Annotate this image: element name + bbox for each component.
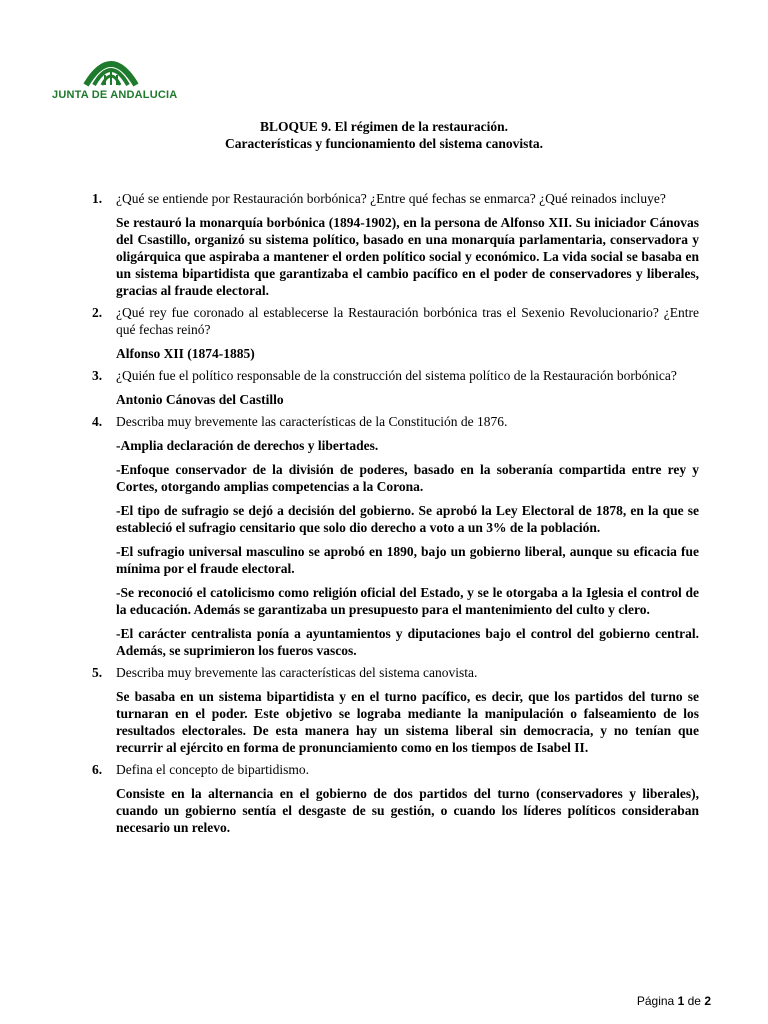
answer-text: Consiste en la alternancia en el gobierno de dos partidos del turno (conservadores y liberales), cuando un gobierno sentía el desgaste de su gestión, o cuando los líderes políticos consideraban necesario un relevo. <box>116 786 699 835</box>
question-text: ¿Qué rey fue coronado al establecerse la Restauración borbónica tras el Sexenio Revolucionario? ¿Entre qué fechas reinó? <box>116 305 699 337</box>
question-text: Describa muy brevemente las características de la Constitución de 1876. <box>116 414 508 429</box>
page-current: 1 <box>677 994 685 1008</box>
question-item <box>88 761 699 836</box>
question-number: 4. <box>92 414 103 429</box>
junta-arch-icon <box>52 45 170 89</box>
question-item <box>88 304 699 362</box>
question-number: 2. <box>92 305 103 320</box>
answer-text: Alfonso XII (1874-1885) <box>116 346 255 361</box>
answer-text: -El carácter centralista ponía a ayuntamientos y diputaciones bajo el control del gobierno central. Además, se suprimieron los fueros vascos. <box>116 626 699 658</box>
page-label: Página <box>636 994 675 1008</box>
question-text: Defina el concepto de bipartidismo. <box>116 762 310 777</box>
question-item <box>88 367 699 408</box>
question-item <box>88 413 699 659</box>
question-number: 6. <box>92 762 103 777</box>
question-text: ¿Qué se entiende por Restauración borbónica? ¿Entre qué fechas se enmarca? ¿Qué reinados incluye? <box>116 191 666 206</box>
question-number: 1. <box>92 191 103 206</box>
title-line-2: Características y funcionamiento del sistema canovista. <box>225 136 543 151</box>
answer-text: -Se reconoció el catolicismo como religión oficial del Estado, y se le otorgaba a la Iglesia el control de la educación. Además se garantizaba un presupuesto para el mantenimiento del culto y clero. <box>116 585 699 617</box>
document-title <box>0 118 768 152</box>
question-item <box>88 664 699 756</box>
logo-text: JUNTA DE ANDALUCIA <box>52 89 178 101</box>
answer-text: Se restauró la monarquía borbónica (1894-1902), en la persona de Alfonso XII. Su iniciador Cánovas del Csastillo, organizó su sistema político, basado en una monarquía parlamentaria, conservadora y oligárquica que aspiraba a mantener el orden político social y económico. La vida social se basaba en un sistema bipartidista que garantizaba el cambio pacífico en el poder de conservadores y liberales, gracias al fraude electoral. <box>116 215 699 298</box>
question-text: ¿Quién fue el político responsable de la construcción del sistema político de la Restauración borbónica? <box>116 368 677 383</box>
question-number: 3. <box>92 368 103 383</box>
question-number: 5. <box>92 665 103 680</box>
answer-text: -Enfoque conservador de la división de poderes, basado en la soberanía compartida entre rey y Cortes, otorgando amplias competencias a la Corona. <box>116 462 699 494</box>
question-text: Describa muy brevemente las características del sistema canovista. <box>116 665 478 680</box>
answer-text: Se basaba en un sistema bipartidista y en el turno pacífico, es decir, que los partidos del turno se turnaran en el poder. Este objetivo se lograba mediante la manipulación o falseamiento de los resultados electorales. De esta manera hay un sistema liberal sin democracia, y no tenían que recurrir al ejército en forma de pronunciamiento como en los tiempos de Isabel II. <box>116 689 699 755</box>
junta-logo <box>52 45 178 107</box>
answer-text: Antonio Cánovas del Castillo <box>116 392 284 407</box>
question-item <box>88 190 699 299</box>
page-total: 2 <box>704 994 711 1008</box>
page-footer <box>637 994 711 1008</box>
answer-text: -El tipo de sufragio se dejó a decisión del gobierno. Se aprobó la Ley Electoral de 1878, en la que se estableció el sufragio censitario que solo dio derecho a voto a un 3% de la población. <box>116 503 699 535</box>
answer-text: -Amplia declaración de derechos y libertades. <box>116 438 379 453</box>
of-label: de <box>687 994 701 1008</box>
title-line-1: BLOQUE 9. El régimen de la restauración. <box>260 119 508 134</box>
answer-text: -El sufragio universal masculino se aprobó en 1890, bajo un gobierno liberal, aunque su eficacia fue mínima por el fraude electoral. <box>116 544 699 576</box>
question-list <box>88 190 699 841</box>
